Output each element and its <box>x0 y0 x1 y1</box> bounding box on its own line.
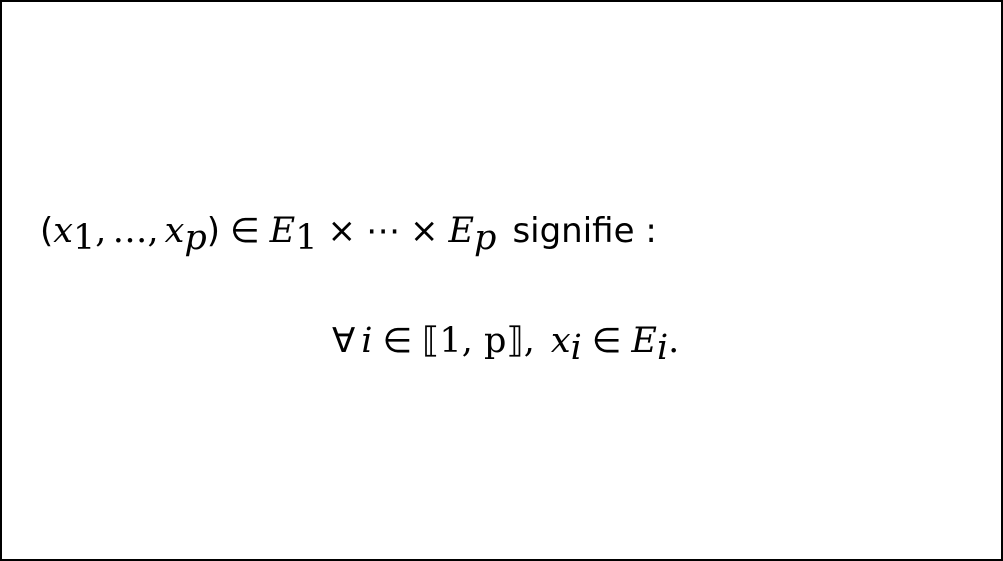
times-symbol: × <box>409 211 439 251</box>
element-of-symbol: ∈ <box>230 211 260 251</box>
times-symbol: × <box>327 211 356 251</box>
var-i: i <box>361 321 373 361</box>
set-E1: E <box>269 211 296 251</box>
signifie-word: signifie : <box>512 211 657 251</box>
integer-interval: ⟦1, p⟧ <box>422 321 524 361</box>
var-xi: x <box>550 321 571 361</box>
comma: , <box>147 211 159 251</box>
var-x1: x <box>53 211 74 251</box>
var-xp: x <box>164 211 185 251</box>
element-of-symbol: ∈ <box>591 321 622 361</box>
subscript-i: i <box>656 328 669 368</box>
forall-symbol: ∀ <box>332 321 356 361</box>
subscript-p: p <box>184 218 207 258</box>
subscript-p: p <box>474 218 497 258</box>
close-paren: ) <box>206 211 220 251</box>
ellipsis: … <box>112 211 148 251</box>
set-Ei: E <box>631 321 657 361</box>
comma: , <box>523 321 535 361</box>
subscript-1: 1 <box>295 218 318 258</box>
open-paren: ( <box>40 211 54 251</box>
tuple-definition-line <box>40 211 657 258</box>
center-dots: ⋯ <box>365 211 400 251</box>
subscript-1: 1 <box>73 218 96 258</box>
subscript-i: i <box>570 328 582 368</box>
set-Ep: E <box>448 211 475 251</box>
comma: , <box>95 211 107 251</box>
period: . <box>668 321 680 361</box>
condition-line <box>332 321 680 368</box>
element-of-symbol: ∈ <box>382 321 413 361</box>
